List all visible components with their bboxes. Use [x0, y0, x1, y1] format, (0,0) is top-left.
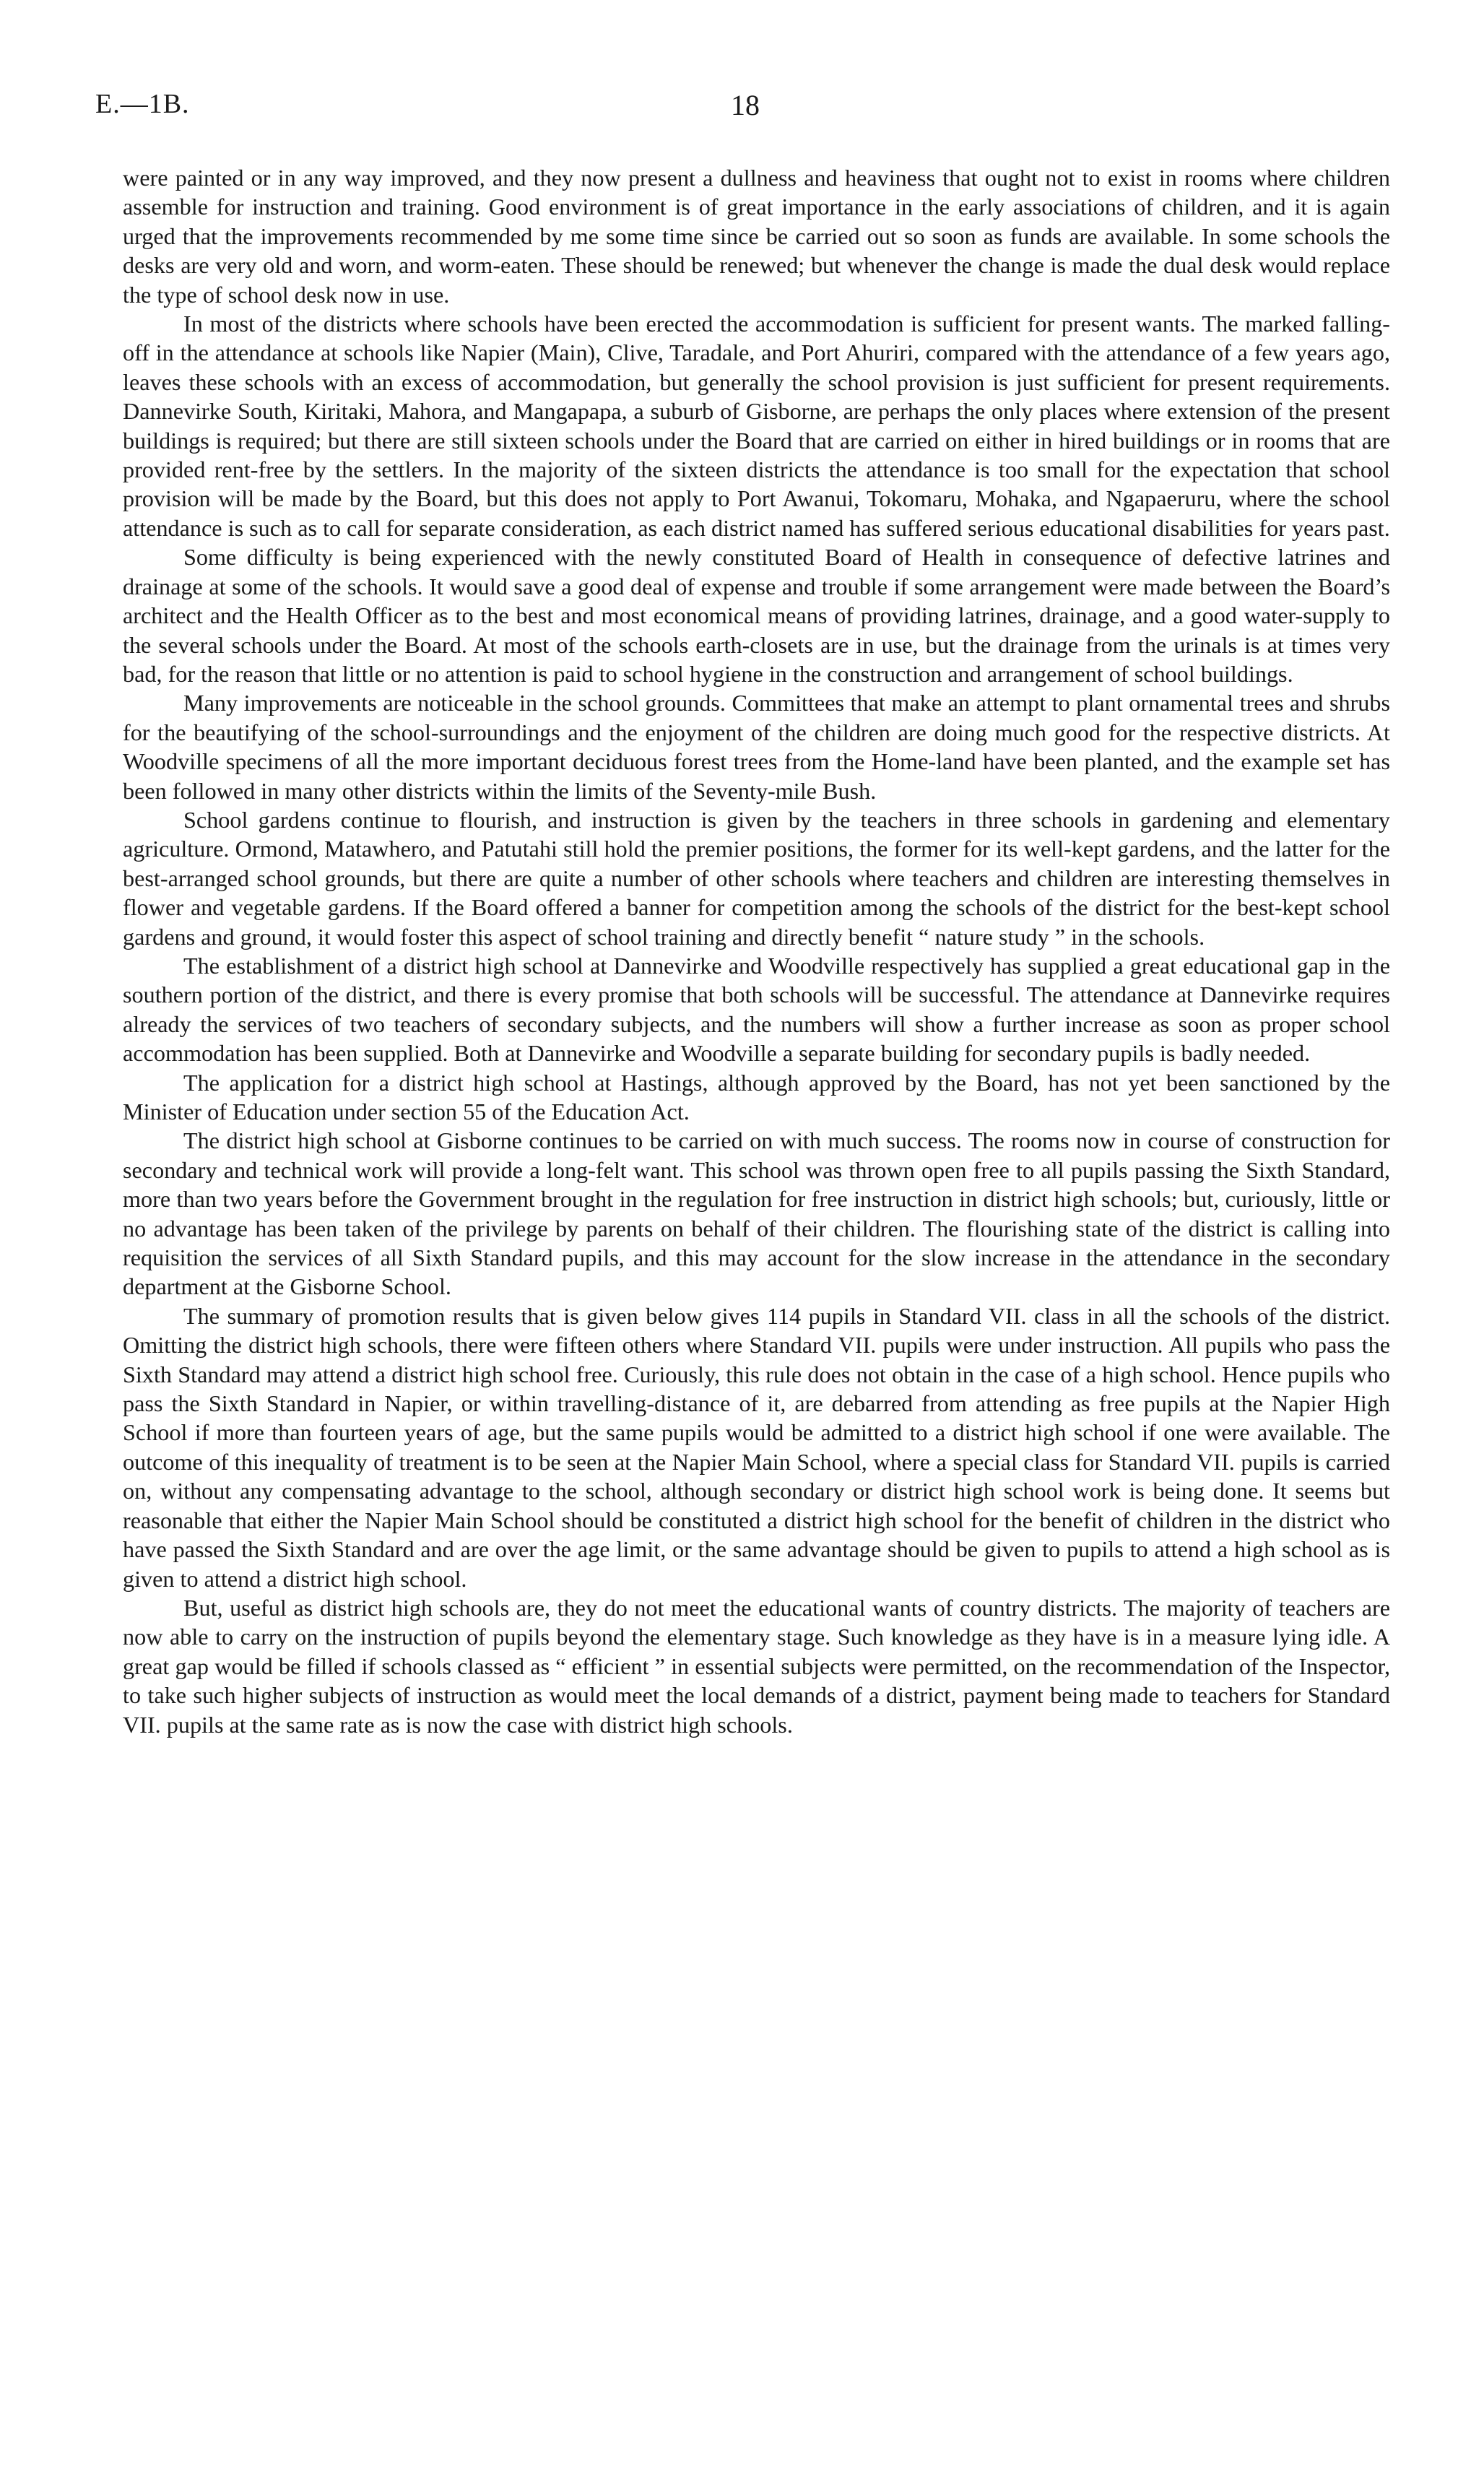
paragraph-health: Some difficulty is being experienced with the newly constituted Board of Health in consequence of defective latrines and drainage at some of the schools. It would save a good deal of expense and trouble if some arrangement were made between the Board’s architect and the Health Officer as to the best and most economical means of providing latrines, drainage, and a good water-supply to the several schools under the Board. At most of the schools earth-closets are in use, but the drainage from the urinals is at times very bad, for the reason that little or no attention is paid to school hygiene in the construction and arrangement of school buildings. — [123, 544, 1390, 687]
paragraph-dannevirke-woodville: The establishment of a district high school at Dannevirke and Woodville respectively has supplied a great educational gap in the southern portion of the district, and there is every promise that both schools will be successful. The attendance at Dannevirke requires already the services of two teachers of secondary subjects, and the numbers will show a further increase as soon as proper school accommodation has been supplied. Both at Dannevirke and Woodville a separate building for secondary pupils is badly needed. — [123, 952, 1390, 1067]
page-number: 18 — [731, 89, 760, 121]
paragraph-standard-vii: The summary of promotion results that is given below gives 114 pupils in Standard VII. class in all the schools of the district. Omitting the district high schools, there were fifteen others where Standard VII. pupils were under instruction. All pupils who pass the Sixth Standard may attend a district high school free. Curiously, this rule does not obtain in the case of a high school. Hence pupils who pass the Sixth Standard in Napier, or within travelling-distance of it, are debarred from attending as free pupils at the Napier High School if more than fourteen years of age, but the same pupils would be admitted to a district high school if one were available. The outcome of this inequality of treatment is to be seen at the Napier Main School, where a special class for Standard VII. pupils is carried on, without any compensating advantage to the school, although secondary or district high school work is being done. It seems but reasonable that either the Napier Main School should be constituted a district high school for the benefit of children in the district who have passed the Sixth Standard and are over the age limit, or the same advantage should be given to pupils to attend a high school as is given to attend a district high school. — [123, 1302, 1390, 1592]
paragraph-school-grounds: Many improvements are noticeable in the school grounds. Committees that make an attempt to plant ornamental trees and shrubs for the beautifying of the school-surroundings and the enjoyment of the children are doing much good for the respective districts. At Woodville specimens of all the more important deciduous forest trees from the Home-land have been planted, and the example set has been followed in many other districts within the limits of the Seventy-mile Bush. — [123, 690, 1390, 804]
paragraph-country-districts: But, useful as district high schools are, they do not meet the educational wants of country districts. The majority of teachers are now able to carry on the instruction of pupils beyond the elementary stage. Such knowledge as they have is in a measure lying idle. A great gap would be filled if schools classed as “ efficient ” in essential subjects were permitted, on the recommendation of the Inspector, to take such higher subjects of instruction as would meet the local demands of a district, payment being made to teachers for Standard VII. pupils at the same rate as is now the case with district high schools. — [123, 1594, 1390, 1738]
document-reference: E.—1B. — [95, 89, 190, 119]
paragraph-gisborne: The district high school at Gisborne continues to be carried on with much success. The rooms now in course of construction for secondary and technical work will provide a long-felt want. This school was thrown open free to all pupils passing the Sixth Standard, more than two years before the Government brought in the regulation for free instruction in district high schools; but, curiously, little or no advantage has been taken of the privilege by parents on behalf of their children. The flourishing state of the district is calling into requisition the services of all Sixth Standard pupils, and this may account for the slow increase in the attendance in the secondary department at the Gisborne School. — [123, 1127, 1390, 1300]
body-text — [123, 163, 1390, 1739]
paragraph-desks: were painted or in any way improved, and they now present a dullness and heaviness that ought not to exist in rooms where children assemble for instruction and training. Good environment is of great importance in the early associations of children, and it is again urged that the improvements recommended by me some time since be carried out so soon as funds are available. In some schools the desks are very old and worn, and worm-eaten. These should be renewed; but whenever the change is made the dual desk would replace the type of school desk now in use. — [123, 165, 1390, 308]
paragraph-hastings: The application for a district high school at Hastings, although approved by the Board, has not yet been sanctioned by the Minister of Education under section 55 of the Education Act. — [123, 1069, 1390, 1125]
paragraph-school-gardens: School gardens continue to flourish, and instruction is given by the teachers in three schools in gardening and elementary agriculture. Ormond, Matawhero, and Patutahi still hold the premier positions, the former for its well-kept gardens, and the latter for the best-arranged school grounds, but there are quite a number of other schools where teachers and children are interesting themselves in flower and vegetable gardens. If the Board offered a banner for competition among the schools of the district for the best-kept school gardens and ground, it would foster this aspect of school training and directly benefit “ nature study ” in the schools. — [123, 806, 1390, 950]
page-header — [95, 88, 1395, 131]
paragraph-accommodation: In most of the districts where schools have been erected the accommodation is sufficient for present wants. The marked falling-off in the attendance at schools like Napier (Main), Clive, Taradale, and Port Ahuriri, compared with the attendance of a few years ago, leaves these schools with an excess of accommodation, but generally the school provision is just sufficient for present requirements. Dannevirke South, Kiritaki, Mahora, and Mangapapa, a suburb of Gisborne, are perhaps the only places where extension of the present buildings is required; but there are still sixteen schools under the Board that are carried on either in hired buildings or in rooms that are provided rent-free by the settlers. In the majority of the sixteen districts the attendance is too small for the expectation that school provision will be made by the Board, but this does not apply to Port Awanui, Tokomaru, Mohaka, and Ngapaeruru, where the school attendance is such as to call for separate consideration, as each district named has suffered serious educational disabilities for years past. — [123, 311, 1390, 541]
